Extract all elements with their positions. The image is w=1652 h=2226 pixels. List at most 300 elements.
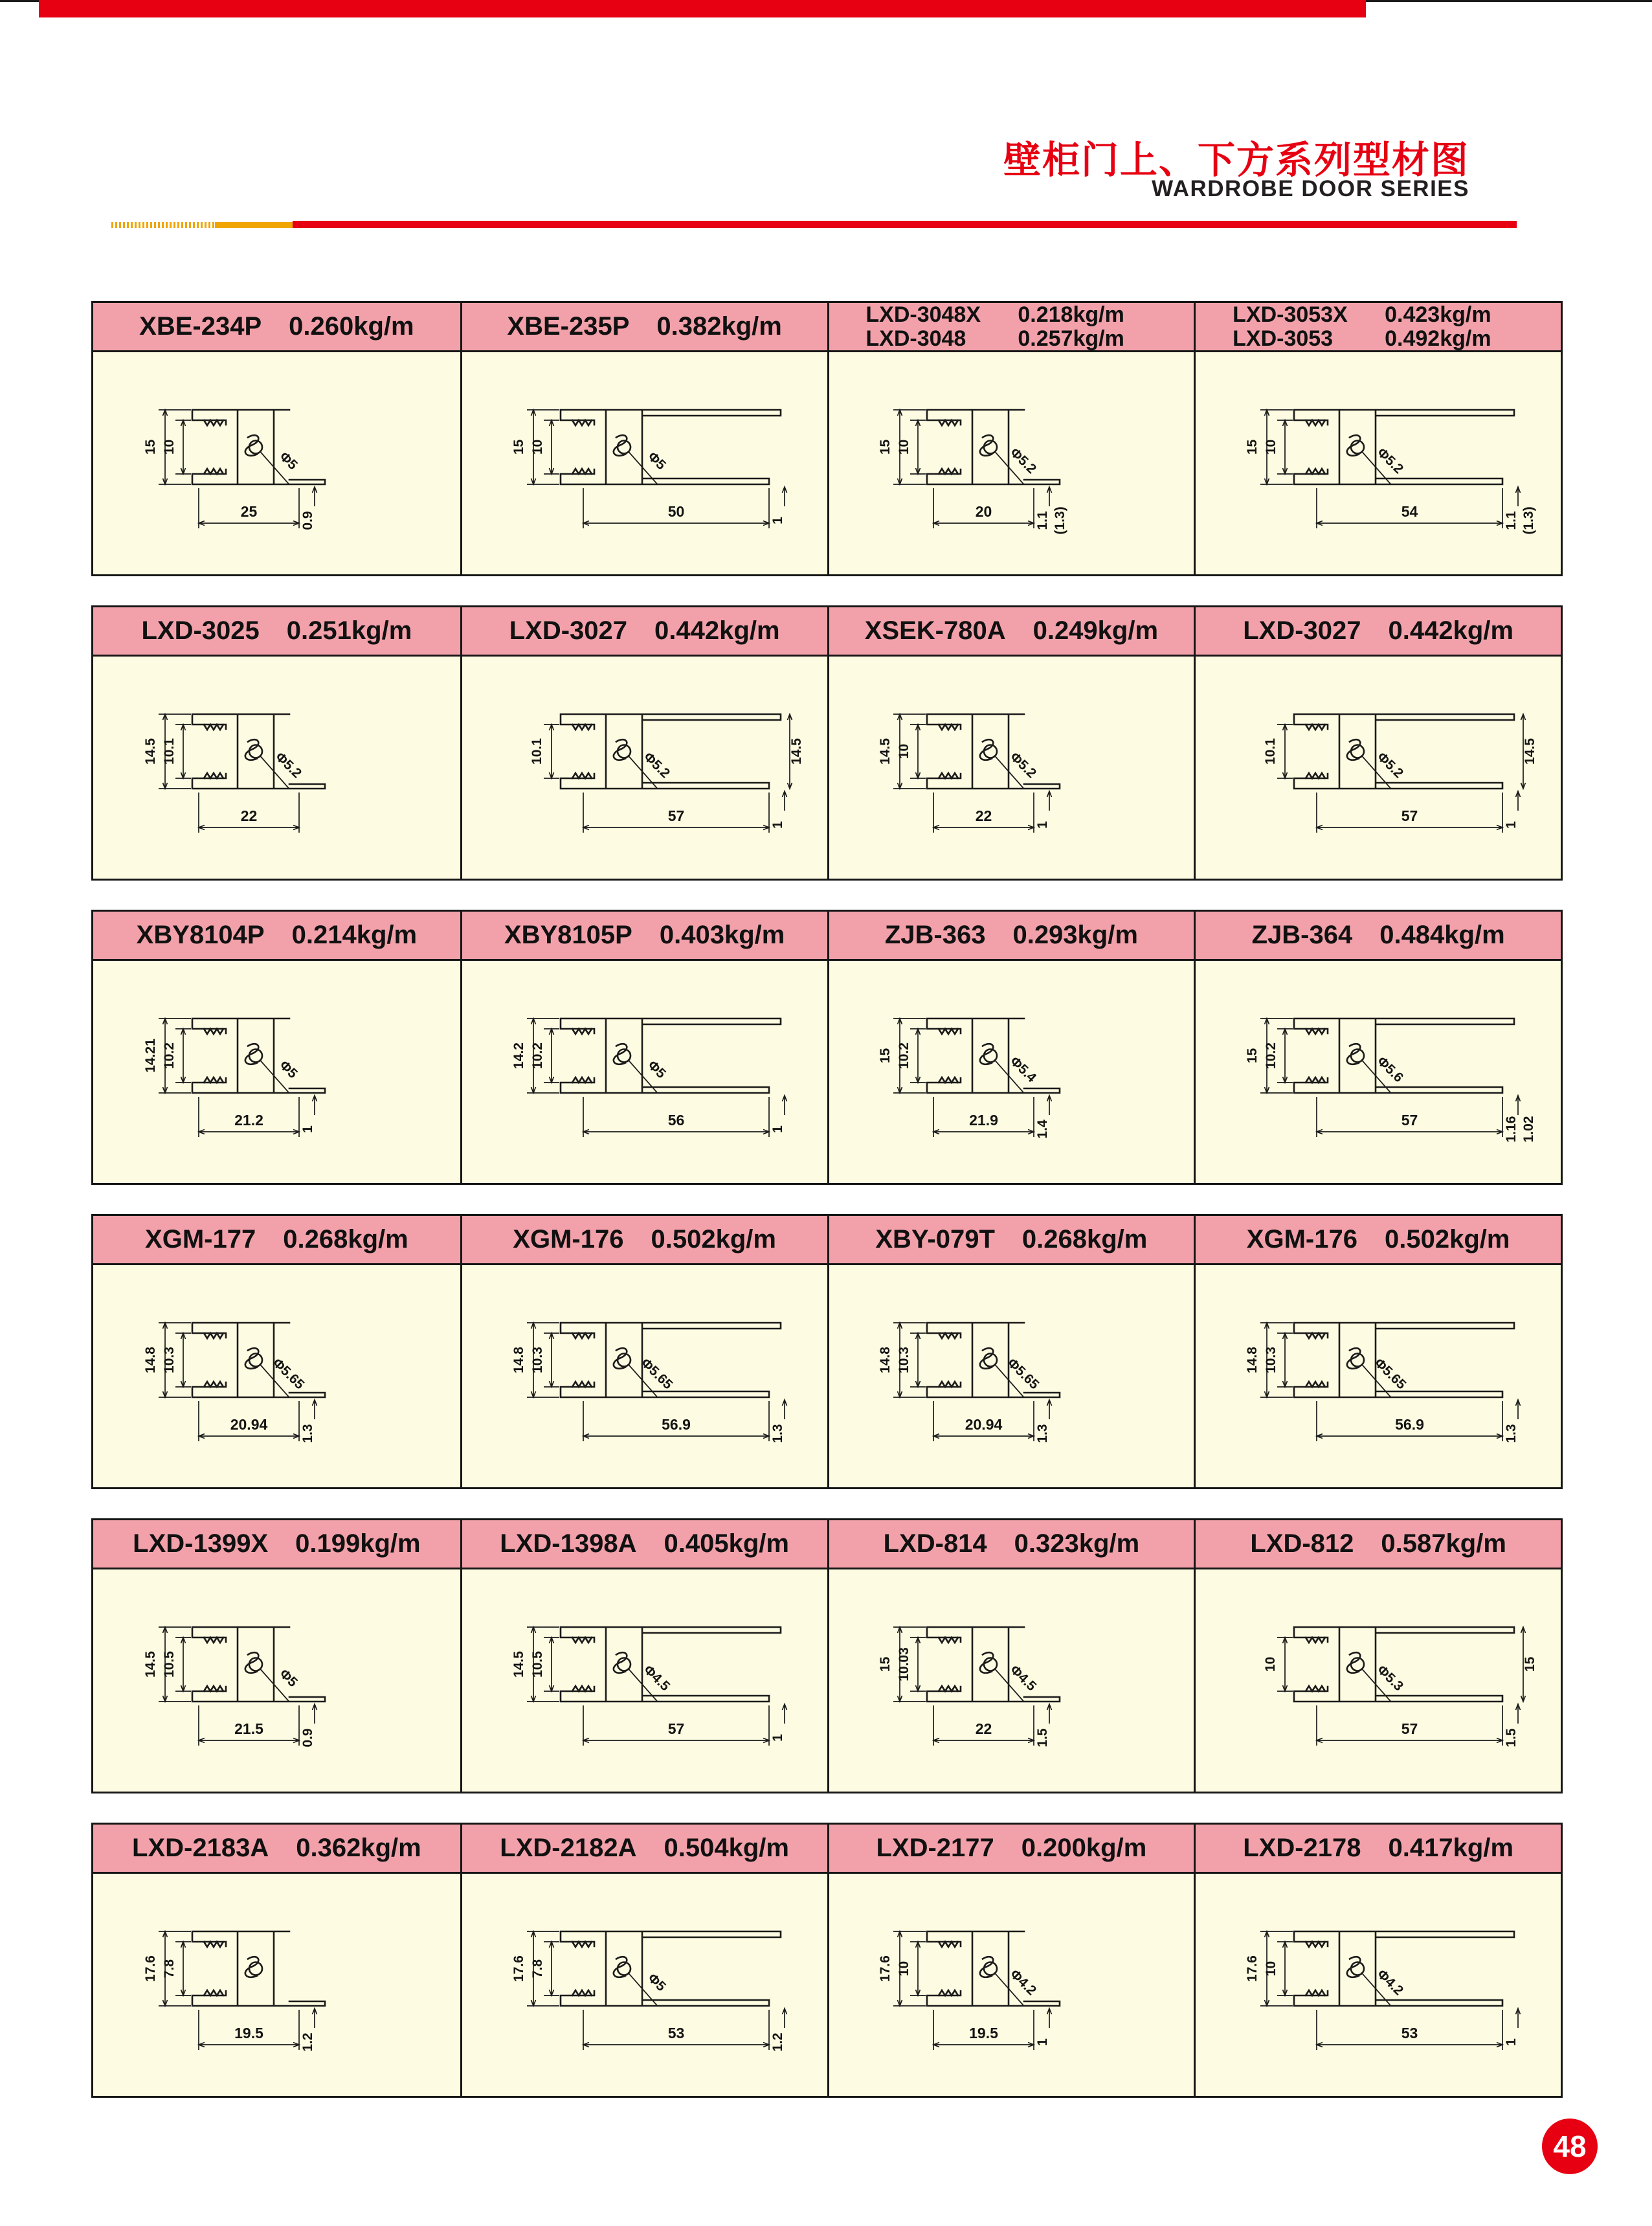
svg-text:10.5: 10.5 — [530, 1651, 545, 1678]
svg-text:1.3: 1.3 — [300, 1424, 316, 1443]
svg-text:(1.3): (1.3) — [1053, 506, 1068, 535]
profile-cross-section — [843, 1287, 1179, 1461]
model-name: LXD-3048 — [865, 326, 966, 351]
model-line — [865, 327, 1157, 351]
profile-row-5 — [91, 1518, 1563, 1793]
model-name: LXD-3025 — [141, 616, 260, 645]
model-weight: 0.199kg/m — [295, 1529, 421, 1558]
profile-cell-LXD-812 — [1194, 1520, 1561, 1792]
profile-cell-XBE-235P — [460, 303, 827, 574]
profile-drawing — [1196, 961, 1561, 1183]
model-name: XBE-235P — [507, 312, 630, 341]
model-name: LXD-3048X — [865, 302, 981, 327]
model-weight: 0.249kg/m — [1032, 616, 1159, 645]
svg-text:10.2: 10.2 — [162, 1042, 177, 1069]
svg-text:Φ5.65: Φ5.65 — [638, 1355, 676, 1393]
svg-text:1.5: 1.5 — [1504, 1728, 1519, 1748]
svg-text:17.6: 17.6 — [1245, 1955, 1260, 1982]
profile-cell-XBY8104P — [93, 912, 460, 1183]
svg-text:1.3: 1.3 — [1035, 1424, 1051, 1443]
model-name: XBY8105P — [504, 921, 632, 949]
svg-text:1.3: 1.3 — [770, 1424, 785, 1443]
model-weight: 0.257kg/m — [1018, 326, 1124, 351]
svg-text:0.9: 0.9 — [300, 1728, 316, 1748]
svg-text:Φ4.2: Φ4.2 — [1374, 1966, 1407, 1999]
svg-text:Φ5.2: Φ5.2 — [1374, 749, 1407, 781]
svg-text:10.2: 10.2 — [530, 1042, 545, 1069]
svg-text:57: 57 — [1401, 1112, 1418, 1129]
model-line — [865, 303, 1157, 327]
model-name: XBY8104P — [136, 921, 265, 949]
profile-drawing — [1196, 1874, 1561, 2096]
model-weight: 0.251kg/m — [286, 616, 412, 645]
profile-cross-section — [108, 983, 445, 1156]
profile-header — [1196, 1825, 1561, 1874]
profile-cell-LXD-814 — [827, 1520, 1194, 1792]
model-weight: 0.403kg/m — [659, 921, 785, 949]
svg-text:Φ5.2: Φ5.2 — [1374, 445, 1407, 477]
svg-text:Φ5.65: Φ5.65 — [1371, 1355, 1409, 1393]
decorative-red-rule — [293, 221, 1517, 228]
svg-text:10.1: 10.1 — [529, 738, 544, 765]
profile-cross-section — [843, 679, 1179, 852]
model-weight: 0.260kg/m — [289, 312, 414, 341]
profile-header — [829, 912, 1194, 961]
profile-cross-section — [1210, 983, 1546, 1156]
svg-text:1: 1 — [1035, 2038, 1051, 2046]
model-name: LXD-2178 — [1243, 1834, 1361, 1862]
profile-drawing — [1196, 1265, 1561, 1487]
svg-text:10: 10 — [1264, 439, 1279, 455]
svg-text:1.3: 1.3 — [1504, 1424, 1519, 1443]
svg-text:15: 15 — [511, 439, 526, 455]
svg-text:56.9: 56.9 — [661, 1416, 691, 1433]
model-weight: 0.504kg/m — [664, 1834, 789, 1862]
profile-header — [1196, 1520, 1561, 1569]
svg-text:15: 15 — [1245, 1048, 1260, 1064]
profile-drawing — [462, 352, 827, 574]
profile-cell-ZJB-363 — [827, 912, 1194, 1183]
svg-text:Φ5: Φ5 — [644, 1970, 669, 1995]
profile-row-3 — [91, 910, 1563, 1185]
model-name: LXD-3053X — [1233, 302, 1348, 327]
svg-text:15: 15 — [1245, 439, 1260, 455]
svg-text:1: 1 — [770, 821, 785, 829]
profile-cross-section — [476, 1287, 813, 1461]
svg-text:57: 57 — [667, 807, 684, 824]
profile-header — [462, 607, 827, 657]
profile-header — [462, 303, 827, 352]
svg-text:10: 10 — [1264, 1961, 1279, 1977]
model-line — [884, 1529, 1140, 1558]
svg-text:10.5: 10.5 — [162, 1651, 177, 1678]
profile-grid — [91, 301, 1563, 2101]
profile-row-2 — [91, 605, 1563, 881]
profile-cell-LXD-3027 — [1194, 607, 1561, 879]
svg-text:15: 15 — [878, 1048, 893, 1064]
profile-drawing — [93, 1265, 460, 1487]
profile-cross-section — [476, 679, 813, 852]
profile-cross-section — [476, 983, 813, 1156]
svg-text:10: 10 — [162, 439, 177, 455]
model-line — [500, 1529, 789, 1558]
svg-text:21.2: 21.2 — [234, 1112, 264, 1129]
profile-drawing — [93, 1569, 460, 1792]
profile-cross-section — [108, 1287, 445, 1461]
page-number: 48 — [1553, 2130, 1587, 2163]
profile-cell-LXD-2182A — [460, 1825, 827, 2096]
profile-header — [829, 1825, 1194, 1874]
profile-drawing — [1196, 352, 1561, 574]
svg-text:53: 53 — [1401, 2025, 1418, 2041]
model-name: LXD-812 — [1250, 1529, 1354, 1558]
svg-text:0.9: 0.9 — [300, 511, 316, 530]
model-weight: 0.484kg/m — [1379, 921, 1505, 949]
profile-row-6 — [91, 1823, 1563, 2098]
model-weight: 0.405kg/m — [664, 1529, 789, 1558]
profile-cell-ZJB-364 — [1194, 912, 1561, 1183]
profile-cell-LXD-1399X — [93, 1520, 460, 1792]
svg-text:Φ5: Φ5 — [644, 449, 669, 473]
svg-text:Φ5.2: Φ5.2 — [640, 749, 673, 781]
profile-header — [1196, 303, 1561, 352]
model-name: LXD-2183A — [132, 1834, 269, 1862]
profile-cell-LXD-3027 — [460, 607, 827, 879]
svg-text:53: 53 — [667, 2025, 684, 2041]
model-weight: 0.293kg/m — [1012, 921, 1138, 949]
profile-cross-section — [108, 1896, 445, 2069]
profile-cell-LXD-3025 — [93, 607, 460, 879]
svg-text:(1.3): (1.3) — [1521, 506, 1537, 535]
model-line — [1252, 921, 1505, 950]
model-name: XSEK-780A — [864, 616, 1006, 645]
svg-text:Φ5.65: Φ5.65 — [1005, 1355, 1042, 1393]
model-name: LXD-814 — [883, 1529, 987, 1558]
svg-text:20.94: 20.94 — [965, 1416, 1003, 1433]
svg-text:14.8: 14.8 — [1245, 1347, 1260, 1373]
model-name: XGM-177 — [145, 1225, 256, 1254]
model-weight: 0.587kg/m — [1381, 1529, 1506, 1558]
svg-text:14.5: 14.5 — [878, 738, 893, 765]
svg-text:21.5: 21.5 — [234, 1720, 264, 1737]
model-line — [865, 616, 1158, 646]
svg-text:7.8: 7.8 — [162, 1959, 177, 1979]
profile-header — [829, 1216, 1194, 1265]
model-line — [132, 1834, 421, 1863]
svg-text:10.3: 10.3 — [1264, 1347, 1279, 1373]
profile-header — [829, 1520, 1194, 1569]
model-line — [876, 1834, 1146, 1863]
svg-text:10.3: 10.3 — [530, 1347, 545, 1373]
model-name: XBE-234P — [139, 312, 262, 341]
svg-text:Φ5.3: Φ5.3 — [1374, 1662, 1407, 1694]
model-weight: 0.323kg/m — [1014, 1529, 1140, 1558]
profile-cell-XGM-176 — [1194, 1216, 1561, 1487]
profile-drawing — [1196, 1569, 1561, 1792]
svg-text:Φ5: Φ5 — [276, 1057, 301, 1082]
svg-text:14.5: 14.5 — [143, 738, 159, 765]
model-weight: 0.423kg/m — [1385, 302, 1491, 327]
model-weight: 0.362kg/m — [296, 1834, 421, 1862]
model-weight: 0.268kg/m — [1021, 1225, 1148, 1254]
profile-drawing — [93, 1874, 460, 2096]
profile-header — [462, 1825, 827, 1874]
profile-drawing — [829, 961, 1194, 1183]
svg-text:10.2: 10.2 — [1264, 1042, 1279, 1069]
profile-drawing — [462, 1874, 827, 2096]
profile-drawing — [829, 1569, 1194, 1792]
profile-cross-section — [108, 679, 445, 852]
svg-text:14.8: 14.8 — [878, 1347, 893, 1373]
model-name: XGM-176 — [1246, 1225, 1357, 1254]
svg-text:15: 15 — [143, 439, 159, 455]
profile-header — [93, 303, 460, 352]
model-weight: 0.382kg/m — [656, 312, 782, 341]
svg-text:1: 1 — [770, 1734, 785, 1742]
svg-text:19.5: 19.5 — [969, 2025, 999, 2041]
svg-text:20.94: 20.94 — [230, 1416, 268, 1433]
svg-text:54: 54 — [1401, 503, 1418, 520]
model-weight: 0.502kg/m — [651, 1225, 776, 1254]
model-line — [507, 312, 781, 341]
svg-text:14.5: 14.5 — [788, 738, 804, 765]
profile-cross-section — [108, 1591, 445, 1765]
model-line — [500, 1834, 789, 1863]
profile-cell-XBY8105P — [460, 912, 827, 1183]
svg-text:17.6: 17.6 — [143, 1955, 159, 1982]
profile-drawing — [93, 657, 460, 879]
svg-text:1: 1 — [1504, 2038, 1519, 2046]
svg-text:Φ4.5: Φ4.5 — [1007, 1662, 1040, 1694]
decorative-yellow-rule — [215, 222, 293, 228]
profile-cell-XGM-176 — [460, 1216, 827, 1487]
profile-drawing — [93, 961, 460, 1183]
svg-text:57: 57 — [1401, 807, 1418, 824]
svg-text:1.1: 1.1 — [1504, 511, 1519, 530]
svg-text:1: 1 — [1504, 821, 1519, 829]
svg-text:Φ5.65: Φ5.65 — [270, 1355, 307, 1393]
svg-text:1.02: 1.02 — [1521, 1116, 1537, 1143]
profile-header — [462, 1520, 827, 1569]
model-weight: 0.268kg/m — [283, 1225, 408, 1254]
profile-header — [462, 1216, 827, 1265]
svg-text:10.2: 10.2 — [897, 1042, 912, 1069]
svg-text:10.1: 10.1 — [1263, 738, 1278, 765]
profile-cross-section — [843, 1896, 1179, 2069]
model-name: LXD-1399X — [133, 1529, 269, 1558]
profile-drawing — [829, 657, 1194, 879]
model-name: LXD-2177 — [876, 1834, 994, 1862]
profile-header — [829, 303, 1194, 352]
svg-text:20: 20 — [976, 503, 992, 520]
model-weight: 0.492kg/m — [1385, 326, 1491, 351]
top-red-bar — [39, 0, 1366, 17]
model-line — [1233, 303, 1524, 327]
svg-text:21.9: 21.9 — [969, 1112, 999, 1129]
svg-text:15: 15 — [878, 439, 893, 455]
model-line — [139, 312, 414, 341]
page-subtitle: WARDROBE DOOR SERIES — [1152, 176, 1469, 201]
profile-cross-section — [1210, 374, 1546, 548]
model-name: LXD-2182A — [500, 1834, 637, 1862]
profile-drawing — [93, 352, 460, 574]
svg-text:57: 57 — [1401, 1720, 1418, 1737]
model-line — [509, 616, 780, 646]
svg-text:1.1: 1.1 — [1035, 511, 1051, 530]
profile-cross-section — [1210, 1591, 1546, 1765]
svg-text:Φ5: Φ5 — [276, 449, 301, 473]
profile-drawing — [462, 1569, 827, 1792]
model-name: XGM-176 — [513, 1225, 624, 1254]
profile-drawing — [462, 961, 827, 1183]
svg-text:22: 22 — [241, 807, 258, 824]
profile-cross-section — [843, 983, 1179, 1156]
svg-text:22: 22 — [976, 807, 992, 824]
svg-text:Φ5.4: Φ5.4 — [1007, 1053, 1040, 1086]
profile-cell-XSEK-780A — [827, 607, 1194, 879]
svg-text:22: 22 — [976, 1720, 992, 1737]
svg-text:14.5: 14.5 — [143, 1651, 159, 1678]
model-name: LXD-1398A — [500, 1529, 637, 1558]
svg-text:Φ5: Φ5 — [276, 1666, 301, 1691]
model-name: ZJB-363 — [884, 921, 986, 949]
profile-cell-XBE-234P — [93, 303, 460, 574]
svg-text:Φ5: Φ5 — [644, 1057, 669, 1082]
svg-text:17.6: 17.6 — [878, 1955, 893, 1982]
svg-text:10.03: 10.03 — [897, 1647, 912, 1681]
svg-text:25: 25 — [241, 503, 258, 520]
svg-text:10: 10 — [1263, 1656, 1278, 1672]
svg-text:1.4: 1.4 — [1035, 1119, 1051, 1139]
model-line — [1243, 616, 1513, 646]
profile-cross-section — [476, 1896, 813, 2069]
svg-text:Φ5.6: Φ5.6 — [1374, 1053, 1407, 1086]
profile-cross-section — [476, 1591, 813, 1765]
svg-text:1.16: 1.16 — [1504, 1116, 1519, 1143]
svg-text:1: 1 — [1035, 821, 1051, 829]
svg-text:1.5: 1.5 — [1035, 1728, 1051, 1748]
svg-text:17.6: 17.6 — [511, 1955, 526, 1982]
profile-header — [93, 1520, 460, 1569]
profile-drawing — [829, 352, 1194, 574]
svg-text:14.5: 14.5 — [1523, 738, 1538, 765]
model-name: LXD-3027 — [1243, 616, 1361, 645]
profile-cell-LXD-2178 — [1194, 1825, 1561, 2096]
page-title: 壁柜门上、下方系列型材图 — [1003, 139, 1469, 181]
svg-text:1: 1 — [300, 1125, 316, 1133]
model-line — [1233, 327, 1524, 351]
svg-text:57: 57 — [667, 1720, 684, 1737]
svg-text:14.8: 14.8 — [143, 1347, 159, 1373]
profile-row-1 — [91, 301, 1563, 576]
profile-cell-XBY-079T — [827, 1216, 1194, 1487]
svg-text:10: 10 — [530, 439, 545, 455]
profile-header — [93, 607, 460, 657]
profile-cross-section — [843, 1591, 1179, 1765]
svg-text:56.9: 56.9 — [1395, 1416, 1425, 1433]
svg-text:10: 10 — [897, 1961, 912, 1977]
svg-text:14.8: 14.8 — [511, 1347, 526, 1373]
page-number-badge — [1542, 2119, 1598, 2174]
profile-header — [93, 1216, 460, 1265]
profile-cross-section — [843, 374, 1179, 548]
svg-text:10.1: 10.1 — [162, 738, 177, 765]
profile-header — [93, 912, 460, 961]
model-line — [1247, 1225, 1510, 1254]
profile-cell-XGM-177 — [93, 1216, 460, 1487]
profile-header — [462, 912, 827, 961]
svg-text:Φ4.2: Φ4.2 — [1007, 1966, 1040, 1999]
model-weight: 0.214kg/m — [291, 921, 418, 949]
svg-text:Φ5.2: Φ5.2 — [273, 749, 305, 781]
svg-text:19.5: 19.5 — [234, 2025, 264, 2041]
svg-text:Φ5.2: Φ5.2 — [1007, 445, 1040, 477]
model-line — [141, 616, 412, 646]
profile-row-4 — [91, 1214, 1563, 1489]
svg-text:14.2: 14.2 — [511, 1042, 526, 1069]
model-weight: 0.417kg/m — [1388, 1834, 1514, 1862]
profile-drawing — [462, 657, 827, 879]
svg-text:1: 1 — [770, 517, 785, 524]
model-line — [137, 921, 417, 950]
model-line — [1243, 1834, 1513, 1863]
profile-cell-LXD-1398A — [460, 1520, 827, 1792]
profile-header — [829, 607, 1194, 657]
svg-text:7.8: 7.8 — [530, 1959, 545, 1979]
svg-text:1: 1 — [770, 1125, 785, 1133]
profile-cross-section — [1210, 1896, 1546, 2069]
svg-text:14.5: 14.5 — [511, 1651, 526, 1678]
profile-cross-section — [1210, 679, 1546, 852]
profile-header — [1196, 607, 1561, 657]
model-name: LXD-3053 — [1233, 326, 1334, 351]
svg-text:1.2: 1.2 — [300, 2032, 316, 2052]
model-name: XBY-079T — [875, 1225, 995, 1254]
profile-cell-LXD-2177 — [827, 1825, 1194, 2096]
profile-header — [93, 1825, 460, 1874]
svg-text:50: 50 — [667, 503, 684, 520]
profile-cross-section — [108, 374, 445, 548]
profile-drawing — [462, 1265, 827, 1487]
svg-text:10.3: 10.3 — [162, 1347, 177, 1373]
svg-text:Φ5.2: Φ5.2 — [1007, 749, 1040, 781]
svg-text:10.3: 10.3 — [897, 1347, 912, 1373]
model-name: LXD-3027 — [509, 616, 628, 645]
svg-text:1.2: 1.2 — [770, 2032, 785, 2052]
model-weight: 0.442kg/m — [1388, 616, 1514, 645]
model-weight: 0.200kg/m — [1021, 1834, 1147, 1862]
svg-text:10: 10 — [897, 439, 912, 455]
model-line — [1250, 1529, 1506, 1558]
model-line — [875, 1225, 1147, 1254]
profile-cell-LXD-3048X — [827, 303, 1194, 574]
profile-cell-LXD-3053X — [1194, 303, 1561, 574]
profile-header — [1196, 912, 1561, 961]
model-name: ZJB-364 — [1251, 921, 1353, 949]
profile-cell-LXD-2183A — [93, 1825, 460, 2096]
decorative-dashed-rule — [111, 222, 215, 228]
model-weight: 0.218kg/m — [1018, 302, 1124, 327]
svg-text:15: 15 — [1523, 1656, 1538, 1672]
model-weight: 0.442kg/m — [654, 616, 780, 645]
model-weight: 0.502kg/m — [1384, 1225, 1510, 1254]
profile-header — [1196, 1216, 1561, 1265]
profile-drawing — [829, 1265, 1194, 1487]
model-line — [513, 1225, 776, 1254]
profile-cross-section — [476, 374, 813, 548]
svg-text:15: 15 — [878, 1656, 893, 1672]
svg-text:Φ4.5: Φ4.5 — [640, 1662, 673, 1694]
